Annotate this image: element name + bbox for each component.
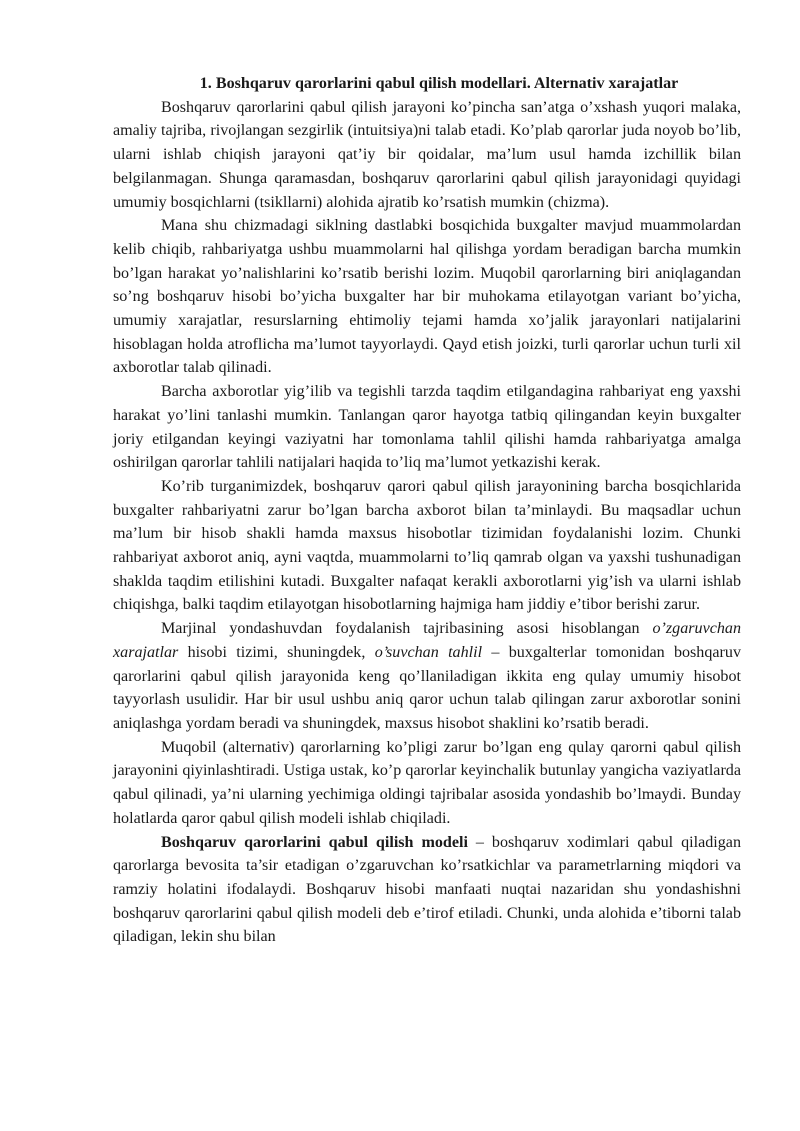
paragraph-5 [113,617,741,736]
term-incremental-analysis: o’suvchan tahlil [374,643,483,661]
paragraph-4: Ko’rib turganimizdek, boshqaruv qarori qabul qilish jarayonining barcha bosqichlarida buxgalter rahbariyatni zarur bo’lgan barcha axborot bilan ta’minlaydi. Bu maqsadlar uchun ma’lum bir hisob shakli hamda maxsus hisobotlar tizimidan foydalanishi lozim. Chunki rahbariyat axborot aniq, ayni vaqtda, muammolarni to’liq qamrab olgan va yaxshi tushunadigan shaklda taqdim etilishini kutadi. Buxgalter nafaqat kerakli axborotlarni yig’ish va ularni ishlab chiqishga, balki taqdim etilayotgan hisobotlarning hajmiga ham jiddiy e’tibor berishi zarur. [113,477,741,614]
paragraph-5-text-c: hisobi tizimi, shuningdek, [178,643,375,661]
document-page [113,72,741,949]
term-decision-model: Boshqaruv qarorlarini qabul qilish modeli [161,833,468,851]
paragraph-1: Boshqaruv qarorlarini qabul qilish jarayoni ko’pincha san’atga o’xshash yuqori malaka, amaliy tajriba, rivojlangan sezgirlik (intuitsiya)ni talab etadi. Ko’plab qarorlar juda noyob bo’lib, ularni ishlab chiqish jarayoni qat’iy bir qoidalar, ma’lum usul hamda izchillik bilan belgilanmagan. Shunga qaramasdan, boshqaruv qarorlarini qabul qilish jarayonidagi quyidagi umumiy bosqichlarni (tsikllarni) alohida ajratib ko’rsatish mumkin (chizma). [113,98,741,211]
paragraph-7 [113,831,741,950]
paragraph-5-text-a: Marjinal yondashuvdan foydalanish tajribasining asosi hisoblangan [161,620,653,638]
paragraph-7-text-b: – boshqaruv xodimlari qabul qiladigan qarorlarga bevosita ta’sir etadigan o’zgaruvchan ko’rsatkichlar va parametrlarning miqdori va ramziy holatini ifodalaydi. Boshqaruv hisobi manfaati nuqtai nazaridan shu yondashishni boshqaruv qarorlarini qabul qilish modeli deb e’tirof etiladi. Chunki, unda alohida e’tiborni talab qiladigan, lekin shu bilan [113,833,741,946]
section-heading: 1. Boshqaruv qarorlarini qabul qilish modellari. Alternativ xarajatlar [199,75,679,92]
paragraph-2: Mana shu chizmadagi siklning dastlabki bosqichida buxgalter mavjud muammolardan kelib chiqib, rahbariyatga ushbu muammolarni hal qilishga yordam beradigan barcha mumkin bo’lgan harakat yo’nalishlarini ko’rsatib berishi lozim. Muqobil qarorlarning biri aniqlagandan so’ng boshqaruv hisobi bo’yicha buxgalter har bir muhokama etilayotgan variant bo’yicha, umumiy xarajatlar, resurslarning ehtimoliy tejami hamda xo’jalik jarayonlari natijalarini hisoblagan holda atroflicha ma’lumot tayyorlaydi. Qayd etish joizki, turli qarorlar uchun turli xil axborotlar talab qilinadi. [113,217,741,377]
term-variable-costs: o’zgaruvchan xarajatlar [113,620,741,661]
paragraph-5-text-e: – buxgalterlar tomonidan boshqaruv qarorlarini qabul qilish jarayonida keng qo’llaniladigan ikkita eng qulay umumiy hisobot tayyorlash usulidir. Har bir usul ushbu aniq qaror uchun talab qilingan zarur axborotlar sonini aniqlashga yordam beradi va shuningdek, maxsus hisobot shaklini ko’rsatib beradi. [113,643,741,732]
paragraph-6: Muqobil (alternativ) qarorlarning ko’pligi zarur bo’lgan eng qulay qarorni qabul qilish jarayonini qiyinlashtiradi. Ustiga ustak, ko’p qarorlar keyinchalik butunlay yangicha vaziyatlarda qabul qilinadi, ya’ni ularning yechimiga oldingi tajribalar asosida yondashib bo’lmaydi. Bunday holatlarda qaror qabul qilish modeli ishlab chiqiladi. [113,738,741,827]
paragraph-3: Barcha axborotlar yig’ilib va tegishli tarzda taqdim etilgandagina rahbariyat eng yaxshi harakat yo’lini tanlashi mumkin. Tanlangan qaror hayotga tatbiq qilingandan keyin buxgalter joriy etilgandan keyingi vaziyatni har tomonlama tahlil qilishi hamda rahbariyatga amalga oshirilgan qarorlar tahlili natijalari haqida to’liq ma’lumot yetkazishi kerak. [113,383,741,472]
